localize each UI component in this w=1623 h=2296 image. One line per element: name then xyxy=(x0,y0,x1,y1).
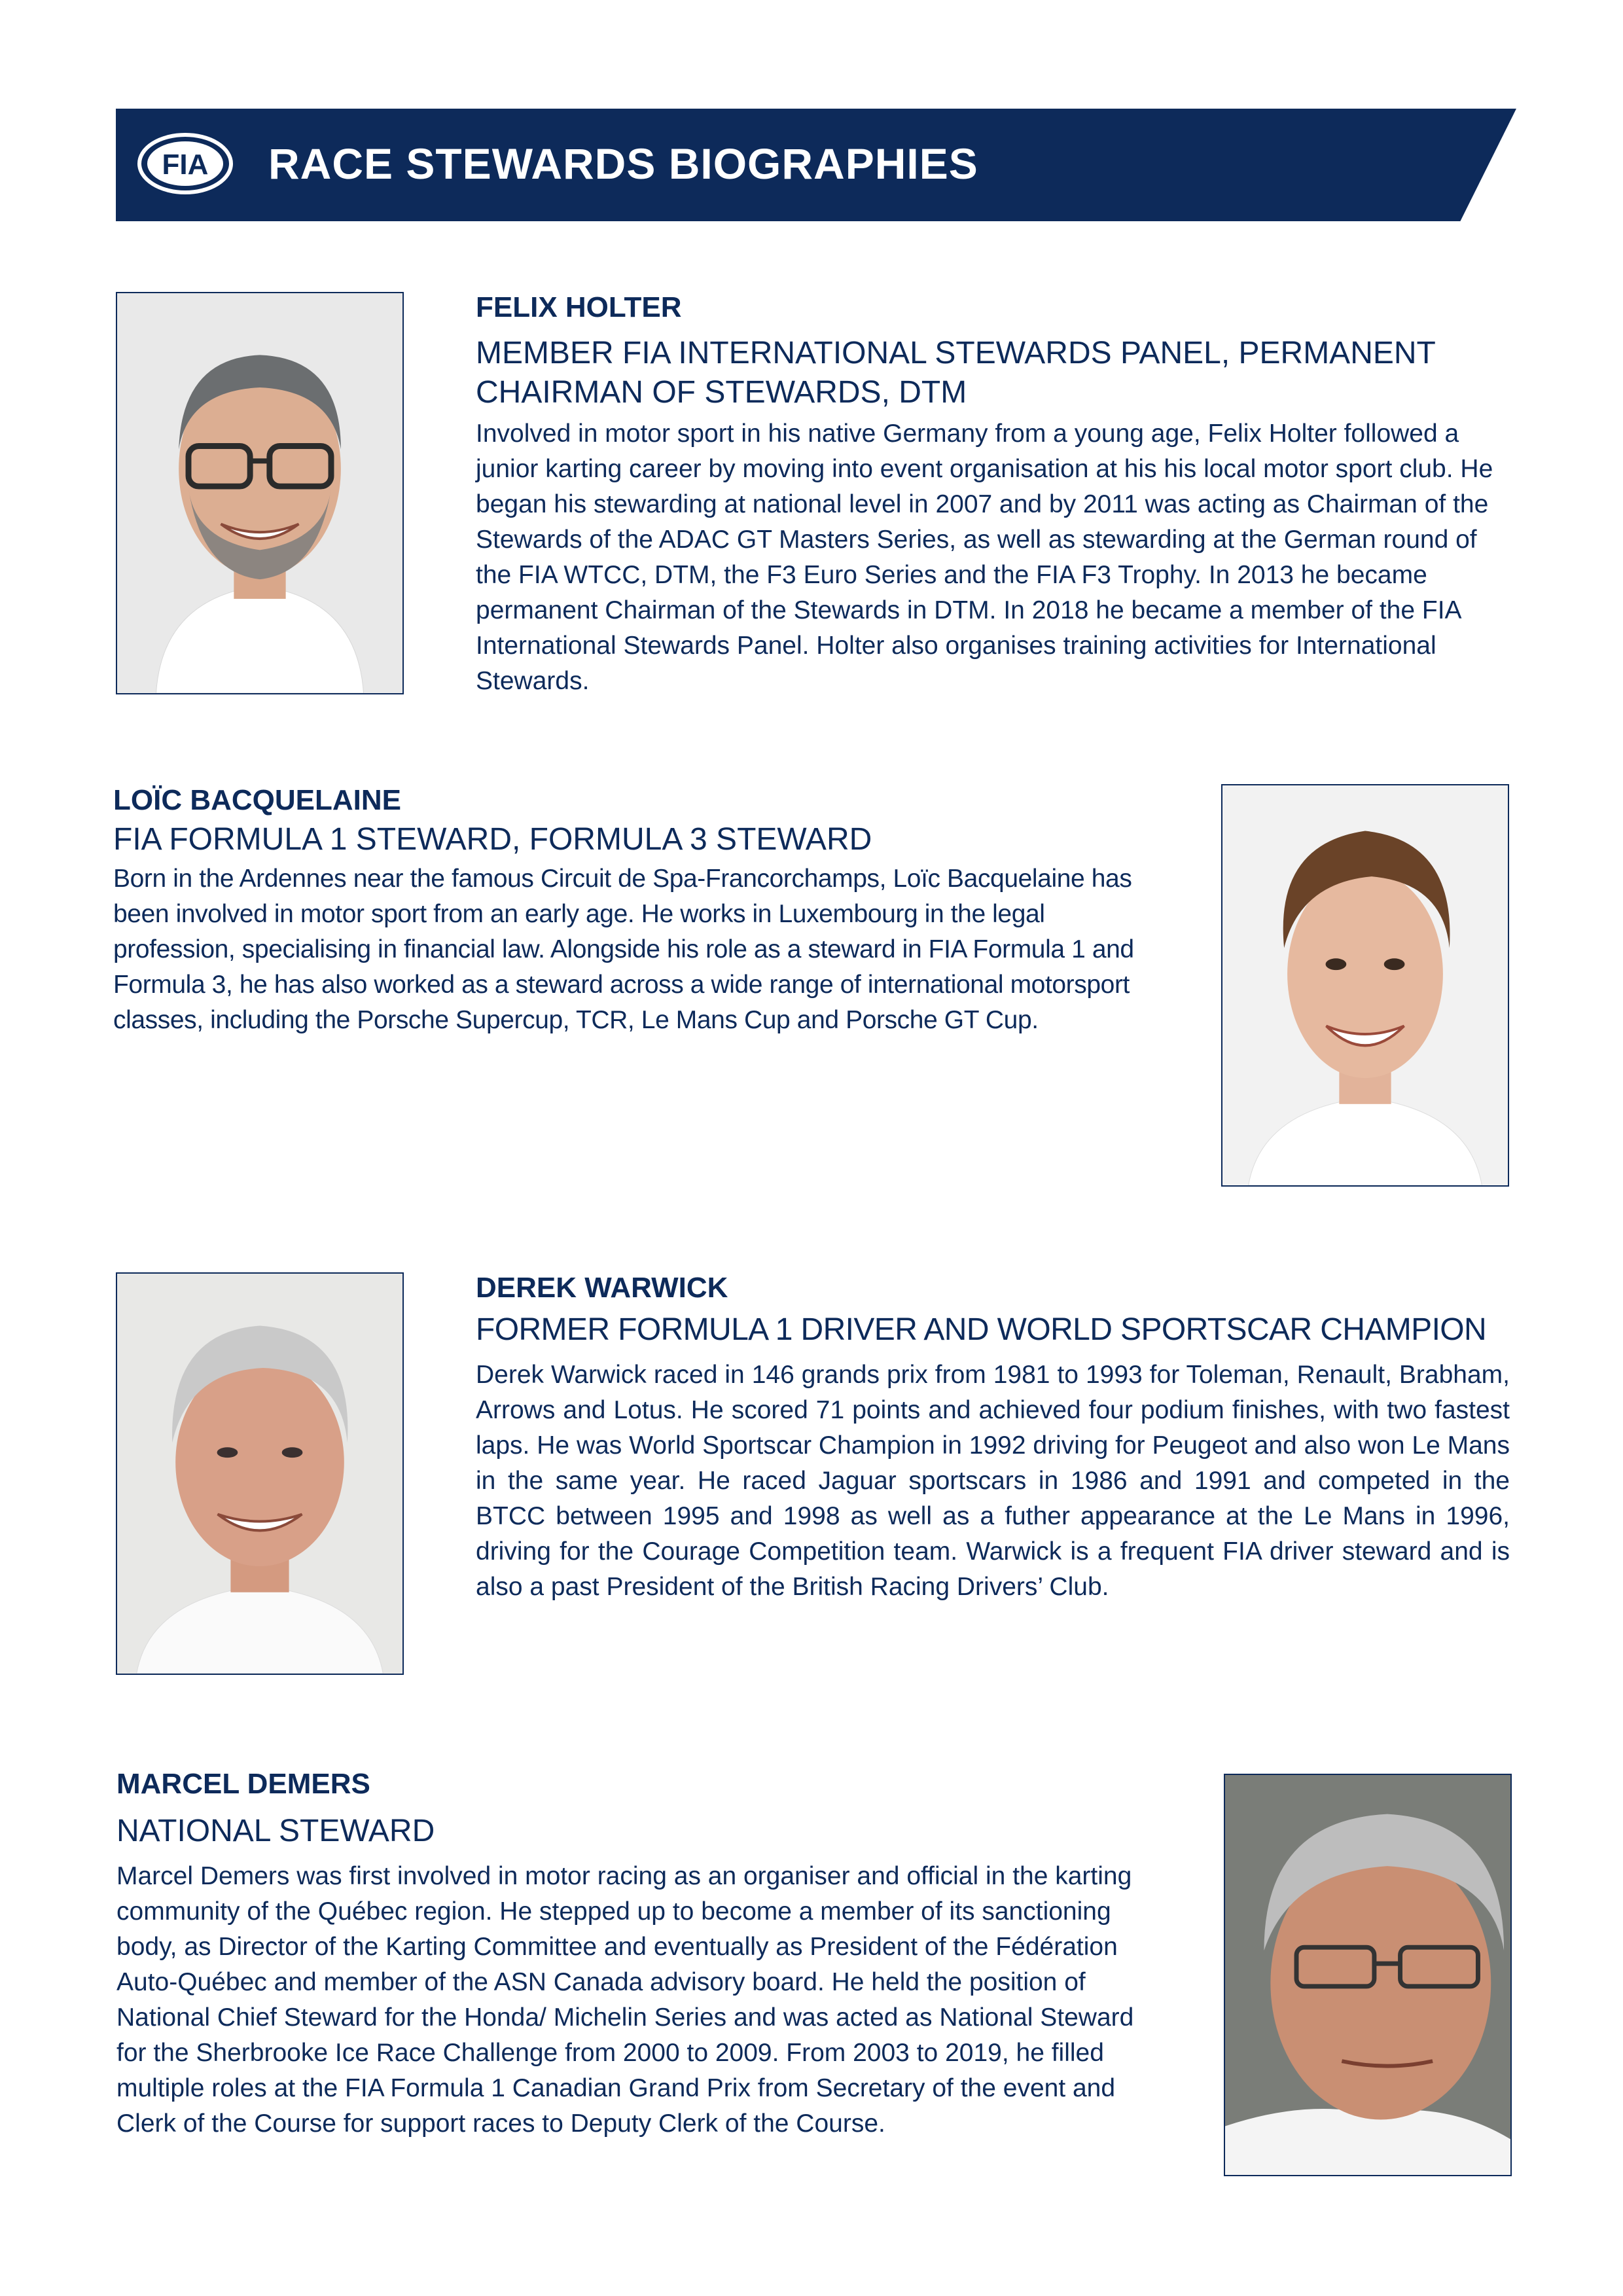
portrait-photo xyxy=(1221,784,1509,1187)
steward-bio: Involved in motor sport in his native Germany from a young age, Felix Holter followed a junior karting career by moving into event organisation at his his local motor sport club. He began his stewarding at national level in 2007 and by 2011 was acting as Chairman of the Stewards of the ADAC GT Masters Series, as well as stewarding at the German round of the FIA WTCC, DTM, the F3 Euro Series and the FIA F3 Trophy. In 2013 he became permanent Chairman of the Stewards in DTM. In 2018 he became a member of the FIA International Stewards Panel. Holter also organises training activities for International Stewards. xyxy=(476,420,1493,695)
steward-name: DEREK WARWICK xyxy=(476,1272,728,1304)
steward-role: FORMER FORMULA 1 DRIVER AND WORLD SPORTSCAR CHAMPION xyxy=(476,1312,1487,1347)
steward-name: FELIX HOLTER xyxy=(476,291,682,323)
fia-logo xyxy=(136,131,234,196)
fia-logo-text: FIA xyxy=(162,149,209,181)
steward-name: LOÏC BACQUELAINE xyxy=(113,784,401,816)
portrait-photo xyxy=(1224,1774,1512,2176)
portrait-photo xyxy=(116,1272,404,1675)
steward-bio: Born in the Ardennes near the famous Circuit de Spa-Francorchamps, Loïc Bacquelaine has been involved in motor sport from an early age. He works in Luxembourg in the legal profession, specialising in financial law. Alongside his role as a steward in FIA Formula 1 and Formula 3, he has also worked as a steward across a wide range of international motorsport classes, including the Porsche Supercup, TCR, Le Mans Cup and Porsche GT Cup. xyxy=(113,865,1134,1034)
steward-role: MEMBER FIA INTERNATIONAL STEWARDS PANEL, PERMANENT CHAIRMAN OF STEWARDS, DTM xyxy=(476,336,1435,410)
portrait-photo xyxy=(116,292,404,694)
page-title: RACE STEWARDS BIOGRAPHIES xyxy=(268,139,978,188)
steward-name: MARCEL DEMERS xyxy=(116,1768,370,1800)
steward-bio: Derek Warwick raced in 146 grands prix from 1981 to 1993 for Toleman, Renault, Brabham, Arrows and Lotus. He scored 71 points and achieved four podium finishes, with two fastest laps. He was World Sportscar Champion in 1992 driving for Peugeot and also won Le Mans in the same year. He raced Jaguar sportscars in 1986 and 1991 and competed in the BTCC between 1995 and 1998 as well as a futher appearance at the Le Mans in 1996, driving for the Courage Competition team. Warwick is a frequent FIA driver steward and is also a past President of the British Racing Drivers’ Club. xyxy=(476,1361,1510,1601)
steward-role: NATIONAL STEWARD xyxy=(116,1814,435,1848)
steward-bio: Marcel Demers was first involved in motor racing as an organiser and official in the karting community of the Québec region. He stepped up to become a member of its sanctioning body, as Director of the Karting Committee and eventually as President of the Fédération Auto-Québec and member of the ASN Canada advisory board. He held the position of National Chief Steward for the Honda/ Michelin Series and was acted as National Steward for the Sherbrooke Ice Race Challenge from 2000 to 2009. From 2003 to 2019, he filled multiple roles at the FIA Formula 1 Canadian Grand Prix from Secretary of the event and Clerk of the Course for support races to Deputy Clerk of the Course. xyxy=(116,1862,1134,2138)
steward-role: FIA FORMULA 1 STEWARD, FORMULA 3 STEWARD xyxy=(113,822,872,857)
